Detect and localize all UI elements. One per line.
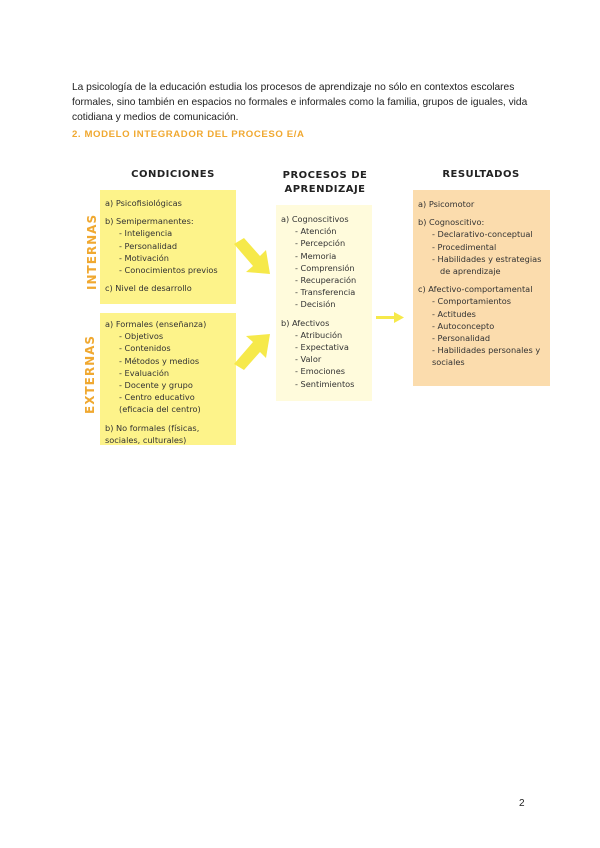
procesos-b-item: - Expectativa <box>295 342 349 353</box>
procesos-b: b) Afectivos <box>281 317 330 328</box>
arrow-resultados-icon <box>376 311 406 325</box>
internas-b: b) Semipermanentes: <box>105 216 194 227</box>
resultados-c-item: - Autoconcepto <box>432 320 495 331</box>
label-internas: INTERNAS <box>85 213 99 290</box>
procesos-b-item: - Atribución <box>295 329 343 340</box>
internas-b-item: - Conocimientos previos <box>119 265 218 276</box>
resultados-box <box>413 190 550 386</box>
intro-paragraph: La psicología de la educación estudia los procesos de aprendizaje no sólo en contextos escolares formales, sino también en espacios no formales e informales como la familia, grupos de iguales, vida cotidiana y medios de comunicación. <box>72 82 528 124</box>
procesos-box <box>276 205 372 401</box>
resultados-c-item: sociales <box>432 357 465 368</box>
resultados-b-item: - Declarativo-conceptual <box>432 229 533 240</box>
externas-a-item: - Métodos y medios <box>119 355 200 366</box>
arrow-externas-icon <box>232 330 276 370</box>
page-number: 2 <box>519 798 525 809</box>
procesos-a-item: - Decisión <box>295 299 336 310</box>
internas-b-item: - Inteligencia <box>119 228 173 239</box>
procesos-a: a) Cognoscitivos <box>281 214 349 224</box>
internas-b-item: - Personalidad <box>119 240 178 251</box>
resultados-c-item: - Personalidad <box>432 333 491 344</box>
procesos-a-item: - Memoria <box>295 250 337 261</box>
header-resultados: RESULTADOS <box>442 169 520 180</box>
resultados-a: a) Psicomotor <box>418 199 475 209</box>
resultados-b-item: de aprendizaje <box>440 266 501 277</box>
procesos-b-item: - Emociones <box>295 366 345 377</box>
label-externas: EXTERNAS <box>83 334 97 414</box>
procesos-b-item: - Sentimientos <box>295 378 355 389</box>
externas-b-line2: sociales, culturales) <box>105 434 187 445</box>
arrow-internas-icon <box>232 238 276 280</box>
resultados-b-item: - Procedimental <box>432 241 497 252</box>
externas-a-item: - Contenidos <box>119 343 171 354</box>
internas-c: c) Nivel de desarrollo <box>105 283 192 294</box>
externas-a-item: - Centro educativo <box>119 392 195 403</box>
externas-a: a) Formales (enseñanza) <box>105 319 207 329</box>
resultados-c-item: - Habilidades personales y <box>432 345 541 356</box>
procesos-a-item: - Percepción <box>295 238 346 249</box>
header-procesos-line2: APRENDIZAJE <box>284 184 366 195</box>
externas-a-item: - Evaluación <box>119 367 170 378</box>
resultados-c-item: - Actitudes <box>432 308 476 319</box>
externas-b-line1: b) No formales (físicas, <box>105 422 200 433</box>
internas-box <box>100 190 236 304</box>
procesos-a-item: - Recuperación <box>295 275 357 286</box>
internas-b-item: - Motivación <box>119 252 169 263</box>
externas-a-item: (eficacia del centro) <box>119 404 201 415</box>
procesos-a-item: - Atención <box>295 226 337 237</box>
resultados-c-item: - Comportamientos <box>432 296 512 307</box>
resultados-b: b) Cognoscitivo: <box>418 217 485 228</box>
resultados-b-item: - Habilidades y estrategias <box>432 253 542 264</box>
procesos-a-item: - Transferencia <box>295 287 356 298</box>
header-condiciones: CONDICIONES <box>131 169 215 180</box>
resultados-c: c) Afectivo-comportamental <box>418 284 533 295</box>
externas-box <box>100 313 236 445</box>
externas-a-item: - Docente y grupo <box>119 380 193 391</box>
header-procesos <box>275 169 375 197</box>
header-procesos-line1: PROCESOS DE <box>282 170 368 181</box>
externas-a-item: - Objetivos <box>119 331 164 342</box>
internas-a: a) Psicofisiológicas <box>105 198 182 208</box>
procesos-b-item: - Valor <box>295 354 322 365</box>
section-title: 2. MODELO INTEGRADOR DEL PROCESO E/A <box>72 129 305 140</box>
procesos-a-item: - Comprensión <box>295 262 355 273</box>
